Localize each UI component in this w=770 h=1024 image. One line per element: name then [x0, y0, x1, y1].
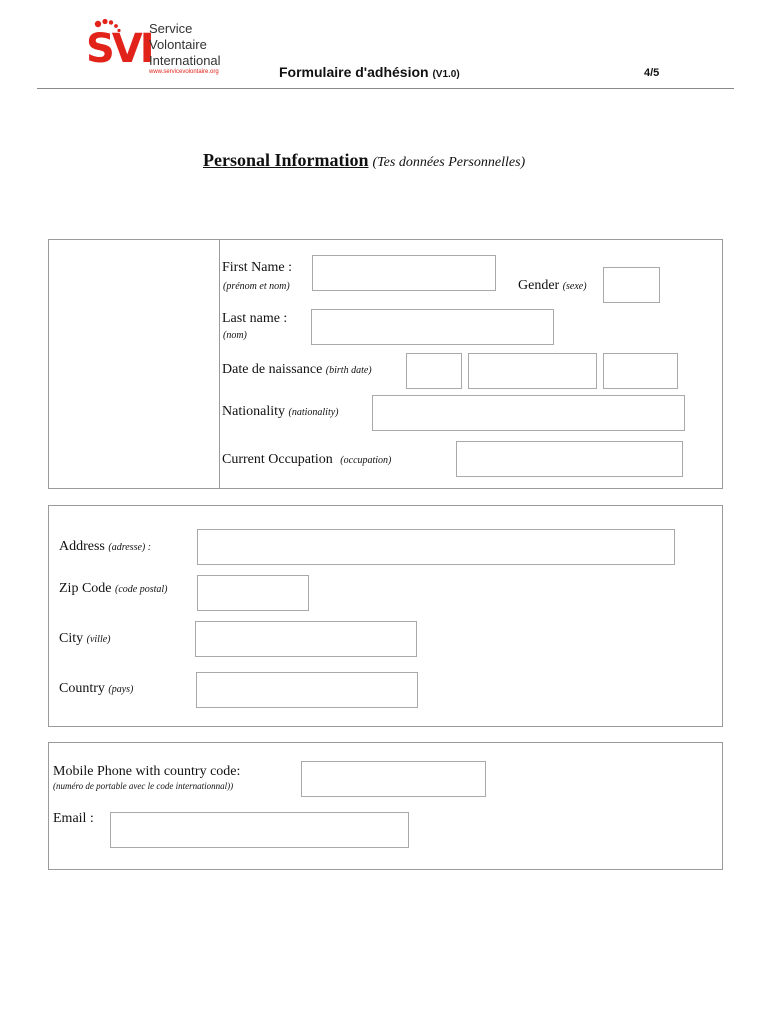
birth-year-field[interactable]: [603, 353, 678, 389]
first-name-sub: (prénom et nom): [223, 281, 290, 292]
page-title: Personal Information: [203, 150, 369, 170]
gender-label-text: Gender: [518, 278, 560, 293]
city-label-text: City: [59, 631, 84, 646]
mobile-sub: (numéro de portable avec le code internationnal)): [53, 781, 234, 791]
last-name-field[interactable]: [311, 309, 554, 345]
country-label: [59, 681, 133, 697]
last-name-sub: (nom): [223, 330, 247, 341]
occupation-field[interactable]: [456, 441, 683, 477]
nationality-field[interactable]: [372, 395, 685, 431]
country-field[interactable]: [196, 672, 418, 708]
birth-date-sub: (birth date): [325, 365, 372, 376]
gender-field[interactable]: [603, 267, 660, 303]
birth-date-label: [222, 362, 372, 378]
logo: [84, 18, 259, 78]
country-label-text: Country: [59, 681, 105, 696]
email-label: Email :: [53, 811, 94, 826]
birth-date-label-text: Date de naissance: [222, 362, 323, 377]
city-sub: (ville): [86, 634, 111, 645]
logo-line-2: Volontaire: [149, 37, 207, 52]
email-field[interactable]: [110, 812, 409, 848]
mobile-field[interactable]: [301, 761, 486, 797]
zip-code-label-text: Zip Code: [59, 581, 112, 596]
occupation-label: [222, 452, 391, 468]
occupation-label-text: Current Occupation: [222, 452, 333, 467]
nationality-label-text: Nationality: [222, 404, 285, 419]
page-subtitle: (Tes données Personnelles): [372, 155, 526, 170]
last-name-label: Last name :: [222, 311, 288, 326]
address-label-text: Address: [59, 539, 105, 554]
photo-area: [48, 239, 220, 489]
header-divider: [37, 88, 734, 89]
zip-code-field[interactable]: [197, 575, 309, 611]
gender-label: [518, 278, 587, 294]
occupation-sub: (occupation): [340, 455, 392, 466]
section-heading: [203, 150, 525, 171]
zip-code-label: [59, 581, 168, 597]
nationality-label: [222, 404, 339, 420]
city-field[interactable]: [195, 621, 417, 657]
address-field[interactable]: [197, 529, 675, 565]
first-name-field[interactable]: [312, 255, 496, 291]
form-version: (V1.0): [432, 69, 460, 80]
logo-line-3: International: [149, 53, 221, 68]
country-sub: (pays): [108, 684, 134, 695]
gender-sub: (sexe): [562, 281, 587, 292]
mobile-label: Mobile Phone with country code:: [53, 764, 241, 779]
city-label: [59, 631, 111, 647]
birth-day-field[interactable]: [406, 353, 462, 389]
nationality-sub: (nationality): [288, 407, 339, 418]
form-title-text: Formulaire d'adhésion: [279, 64, 429, 80]
zip-code-sub: (code postal): [115, 584, 168, 595]
logo-mark: SVI: [86, 26, 152, 72]
logo-url: www.servicevolontaire.org: [149, 69, 219, 75]
birth-month-field[interactable]: [468, 353, 597, 389]
address-label: [59, 539, 151, 555]
address-sub: (adresse) :: [108, 542, 152, 553]
first-name-label: First Name :: [222, 260, 292, 275]
page-number: 4/5: [644, 67, 660, 79]
form-title: [279, 64, 460, 80]
logo-line-1: Service: [149, 21, 193, 36]
